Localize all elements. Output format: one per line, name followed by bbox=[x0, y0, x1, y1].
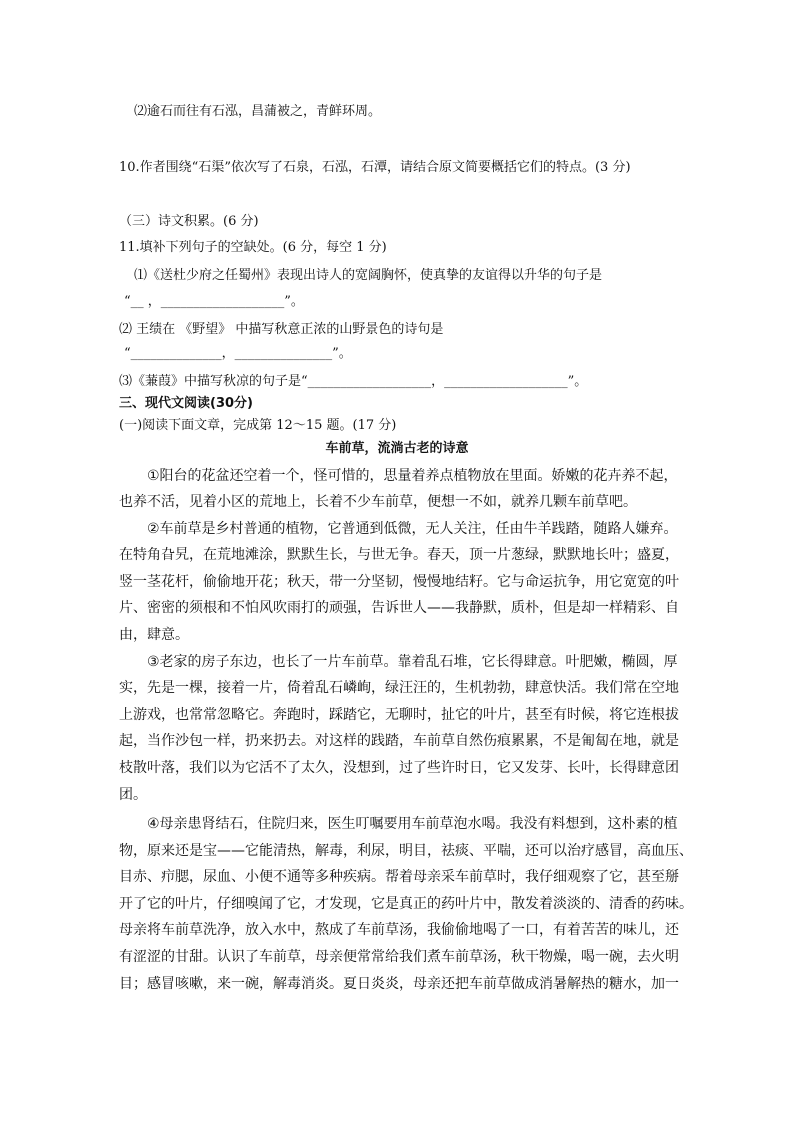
poetry-section-heading: （三）诗文积累。(6 分) bbox=[119, 214, 259, 229]
article-line: 物，原来还是宝——它能清热，解毒，利尿，明目，祛痰、平喘，还可以治疗感冒，高血压、 bbox=[119, 843, 693, 859]
article-line: 实，先是一棵，接着一片，倚着乱石嶙峋，绿汪汪的，生机勃勃，肆意快活。我们常在空地 bbox=[119, 680, 679, 696]
article-line: 片、密密的须根和不怕风吹雨打的顽强，告诉世人——我静默，质朴，但是却一样精彩、自 bbox=[119, 600, 679, 616]
article-line: 起，当作沙包一样，扔来扔去。对这样的践踏，车前草自然伤痕累累，不是匍匐在地，就是 bbox=[119, 733, 679, 749]
article-line: 开了它的叶片，仔细嗅闻了它，才发现，它是真正的药叶片中，散发着淡淡的、清香的药味。 bbox=[119, 896, 693, 912]
q11-item-2-blanks: “______________，_______________”。 bbox=[124, 346, 352, 361]
q11-item-3: ⑶《蒹葭》中描写秋凉的句子是“___________________，___________________”。 bbox=[119, 374, 588, 389]
part-3-heading: 三、现代文阅读(30分) bbox=[119, 396, 253, 411]
article-line: 由，肆意。 bbox=[119, 627, 189, 643]
article-line: ③老家的房子东边，也长了一片车前草。靠着乱石堆，它长得肆意。叶肥嫩，椭圆，厚 bbox=[147, 654, 678, 670]
question-10: 10.作者围绕“石渠”依次写了石泉，石泓，石潭，请结合原文简要概括它们的特点。(3 分) bbox=[119, 160, 631, 175]
q11-item-2: ⑵ 王绩在 《野望》 中描写秋意正浓的山野景色的诗句是 bbox=[119, 322, 444, 337]
article-line: 在特角旮旯，在荒地滩涂，默默生长，与世无争。春天，顶一片葱绿，默默地长叶；盛夏， bbox=[119, 547, 679, 563]
article-title: 车前草，流淌古老的诗意 bbox=[325, 441, 469, 456]
q11-item-1-blanks: “__ ，___________________”。 bbox=[124, 294, 304, 309]
q11-item-1: ⑴《送杜少府之任蜀州》表现出诗人的宽阔胸怀，使真挚的友谊得以升华的句子是 bbox=[134, 268, 603, 283]
article-line: 上游戏，也常常忽略它。奔跑时，踩踏它，无聊时，扯它的叶片，甚至有时候，将它连根拔 bbox=[119, 707, 679, 723]
article-line: 目；感冒咳嗽，来一碗，解毒消炎。夏日炎炎，母亲还把车前草做成消暑解热的糖水，加一 bbox=[119, 976, 679, 992]
article-line: ②车前草是乡村普通的植物，它普通到低微，无人关注，任由牛羊践踏，随路人嫌弃。 bbox=[147, 521, 678, 537]
article-line: ①阳台的花盆还空着一个，怪可惜的，思量着养点植物放在里面。娇嫩的花卉养不起， bbox=[147, 468, 678, 484]
article-line: 目赤、疖腮，尿血、小便不通等多种疾病。帮着母亲采车前草时，我仔细观察了它，甚至掰 bbox=[119, 869, 679, 885]
article-line: 枝散叶落，我们以为它活不了太久，没想到，过了些许时日，它又发芽、长叶，长得肆意团 bbox=[119, 760, 679, 776]
article-line: 也养不活，见着小区的荒地上，长着不少车前草，便想一不如，就养几颗车前草吧。 bbox=[119, 494, 637, 510]
q9-item-2: ⑵逾石而往有石泓，昌蒲被之，青鲜环周。 bbox=[134, 104, 382, 119]
article-line: 有涩涩的甘甜。认识了车前草，母亲便常常给我们煮车前草汤，秋干物燥，喝一碗，去火明 bbox=[119, 949, 679, 965]
article-line: 竖一茎花杆，偷偷地开花；秋天，带一分坚韧，慢慢地结籽。它与命运抗争，用它宽宽的叶 bbox=[119, 574, 679, 590]
reading-1-heading: (一)阅读下面文章，完成第 12～15 题。(17 分) bbox=[119, 418, 397, 433]
question-11: 11.填补下列句子的空缺处。(6 分，每空 1 分) bbox=[119, 240, 387, 255]
article-line: 团。 bbox=[119, 787, 147, 803]
article-line: ④母亲患肾结石，住院归来，医生叮嘱要用车前草泡水喝。我没有料想到，这朴素的植 bbox=[147, 816, 678, 832]
article-line: 母亲将车前草洗净，放入水中，熬成了车前草汤，我偷偷地喝了一口，有着苦苦的味儿，还 bbox=[119, 922, 679, 938]
